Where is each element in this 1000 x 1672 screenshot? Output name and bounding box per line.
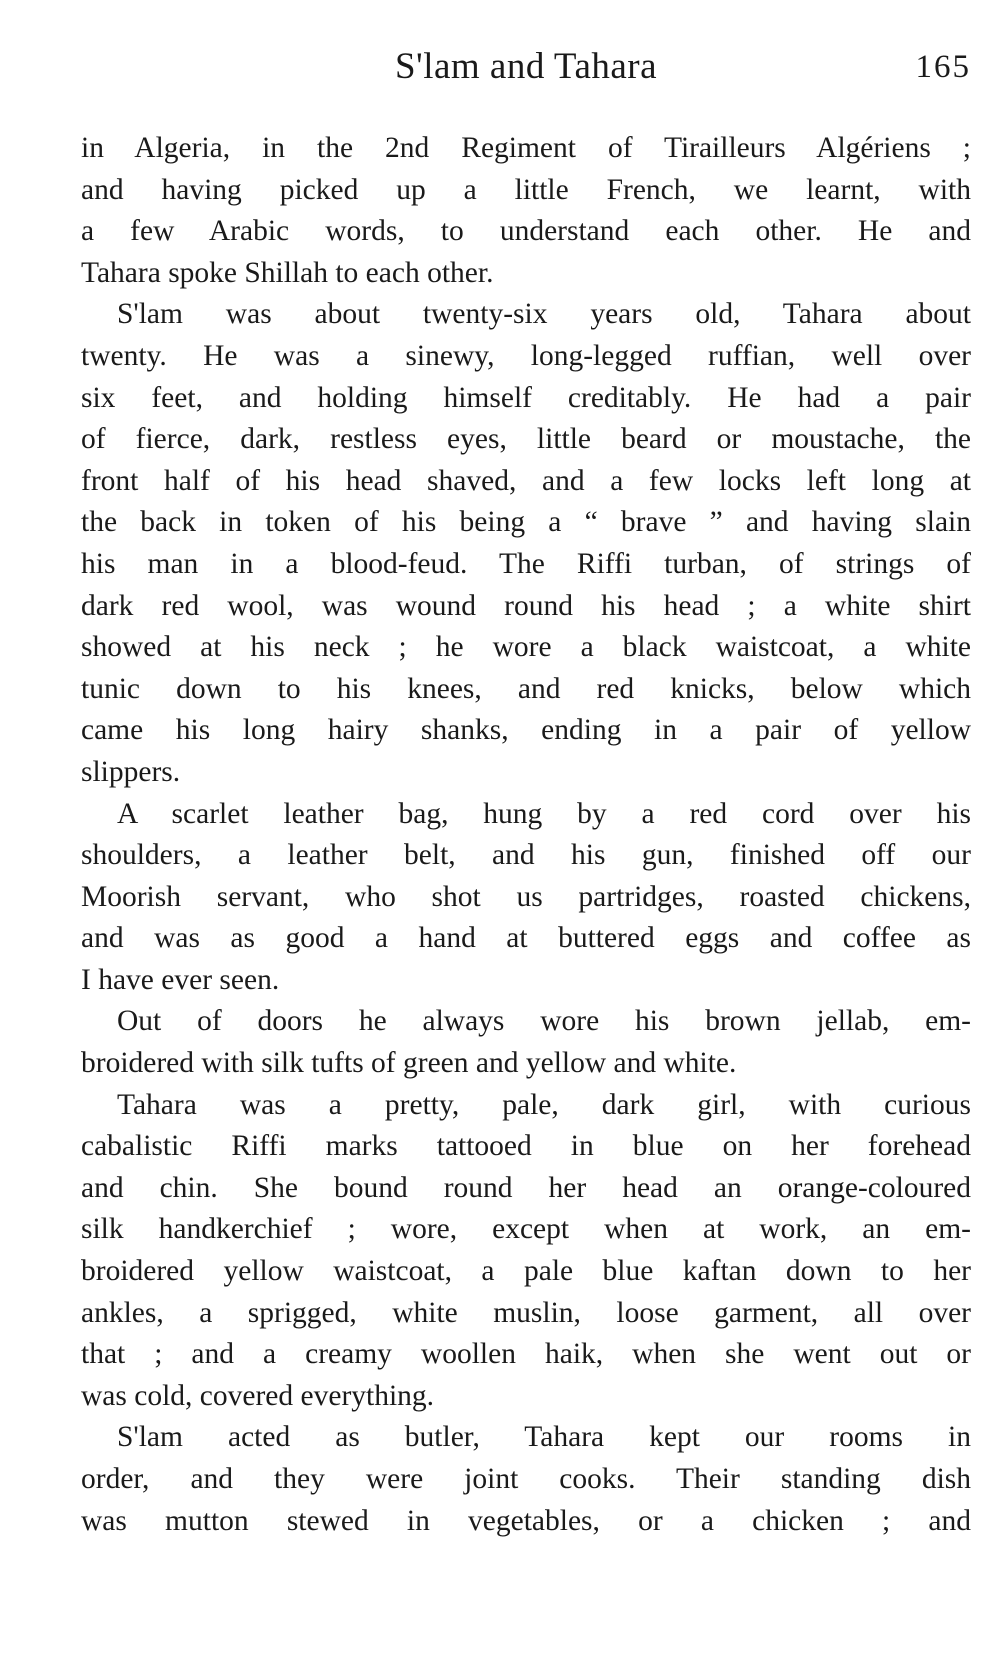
text-line: Tahara spoke Shillah to each other. bbox=[81, 256, 494, 289]
text-line: was mutton stewed in vegetables, or a chicken ; and bbox=[81, 1504, 971, 1537]
text-line: Tahara was a pretty, pale, dark girl, with curious bbox=[117, 1088, 971, 1121]
text-line: that ; and a creamy woollen haik, when she went out or bbox=[81, 1338, 971, 1371]
text-line: was cold, covered everything. bbox=[81, 1379, 435, 1412]
paragraph bbox=[81, 128, 971, 294]
text-line: in Algeria, in the 2nd Regiment of Tirailleurs Algériens ; bbox=[81, 132, 971, 164]
text-line: S'lam acted as butler, Tahara kept our rooms in bbox=[117, 1421, 971, 1454]
body-text bbox=[81, 128, 971, 1542]
text-line: and was as good a hand at buttered eggs and coffee as bbox=[81, 922, 971, 955]
text-line: and chin. She bound round her head an orange-coloured bbox=[81, 1171, 971, 1204]
text-line: shoulders, a leather belt, and his gun, finished off our bbox=[81, 839, 971, 872]
text-line: order, and they were joint cooks. Their standing dish bbox=[81, 1463, 971, 1495]
text-line: broidered with silk tufts of green and yellow and white. bbox=[81, 1047, 737, 1080]
text-line: and having picked up a little French, we learnt, with bbox=[81, 173, 971, 206]
paragraph bbox=[81, 1001, 971, 1084]
page-number: 165 bbox=[915, 49, 971, 85]
text-line: ankles, a sprigged, white muslin, loose garment, all over bbox=[81, 1296, 971, 1329]
text-line: came his long hairy shanks, ending in a pair of yellow bbox=[81, 714, 971, 747]
text-line: his man in a blood-feud. The Riffi turban, of strings of bbox=[81, 547, 971, 580]
text-line: of fierce, dark, restless eyes, little beard or moustache, the bbox=[81, 423, 971, 456]
text-line: cabalistic Riffi marks tattooed in blue on her forehead bbox=[81, 1130, 971, 1163]
text-line: front half of his head shaved, and a few locks left long at bbox=[81, 464, 971, 497]
text-line: showed at his neck ; he wore a black waistcoat, a white bbox=[81, 631, 971, 664]
running-head bbox=[81, 42, 971, 92]
text-line: a few Arabic words, to understand each other. He and bbox=[81, 215, 971, 248]
text-line: tunic down to his knees, and red knicks, below which bbox=[81, 672, 971, 705]
running-title: S'lam and Tahara bbox=[394, 46, 658, 87]
text-line: six feet, and holding himself creditably. He had a pair bbox=[81, 381, 971, 414]
text-line: the back in token of his being a “ brave ” and having slain bbox=[81, 506, 971, 539]
paragraph bbox=[81, 1085, 971, 1418]
paragraph bbox=[81, 794, 971, 1002]
text-line: dark red wool, was wound round his head ; a white shirt bbox=[81, 589, 971, 622]
paragraph bbox=[81, 294, 971, 793]
text-line: Moorish servant, who shot us partridges, roasted chickens, bbox=[81, 880, 971, 913]
text-line: S'lam was about twenty-six years old, Tahara about bbox=[117, 298, 971, 331]
text-line: A scarlet leather bag, hung by a red cord over his bbox=[117, 797, 971, 830]
text-line: slippers. bbox=[81, 755, 181, 788]
text-line: twenty. He was a sinewy, long-legged ruffian, well over bbox=[81, 339, 971, 372]
text-line: I have ever seen. bbox=[81, 963, 280, 996]
text-line: Out of doors he always wore his brown jellab, em- bbox=[117, 1005, 971, 1038]
paragraph bbox=[81, 1417, 971, 1542]
text-line: silk handkerchief ; wore, except when at work, an em- bbox=[81, 1213, 971, 1246]
text-line: broidered yellow waistcoat, a pale blue kaftan down to her bbox=[81, 1255, 971, 1288]
